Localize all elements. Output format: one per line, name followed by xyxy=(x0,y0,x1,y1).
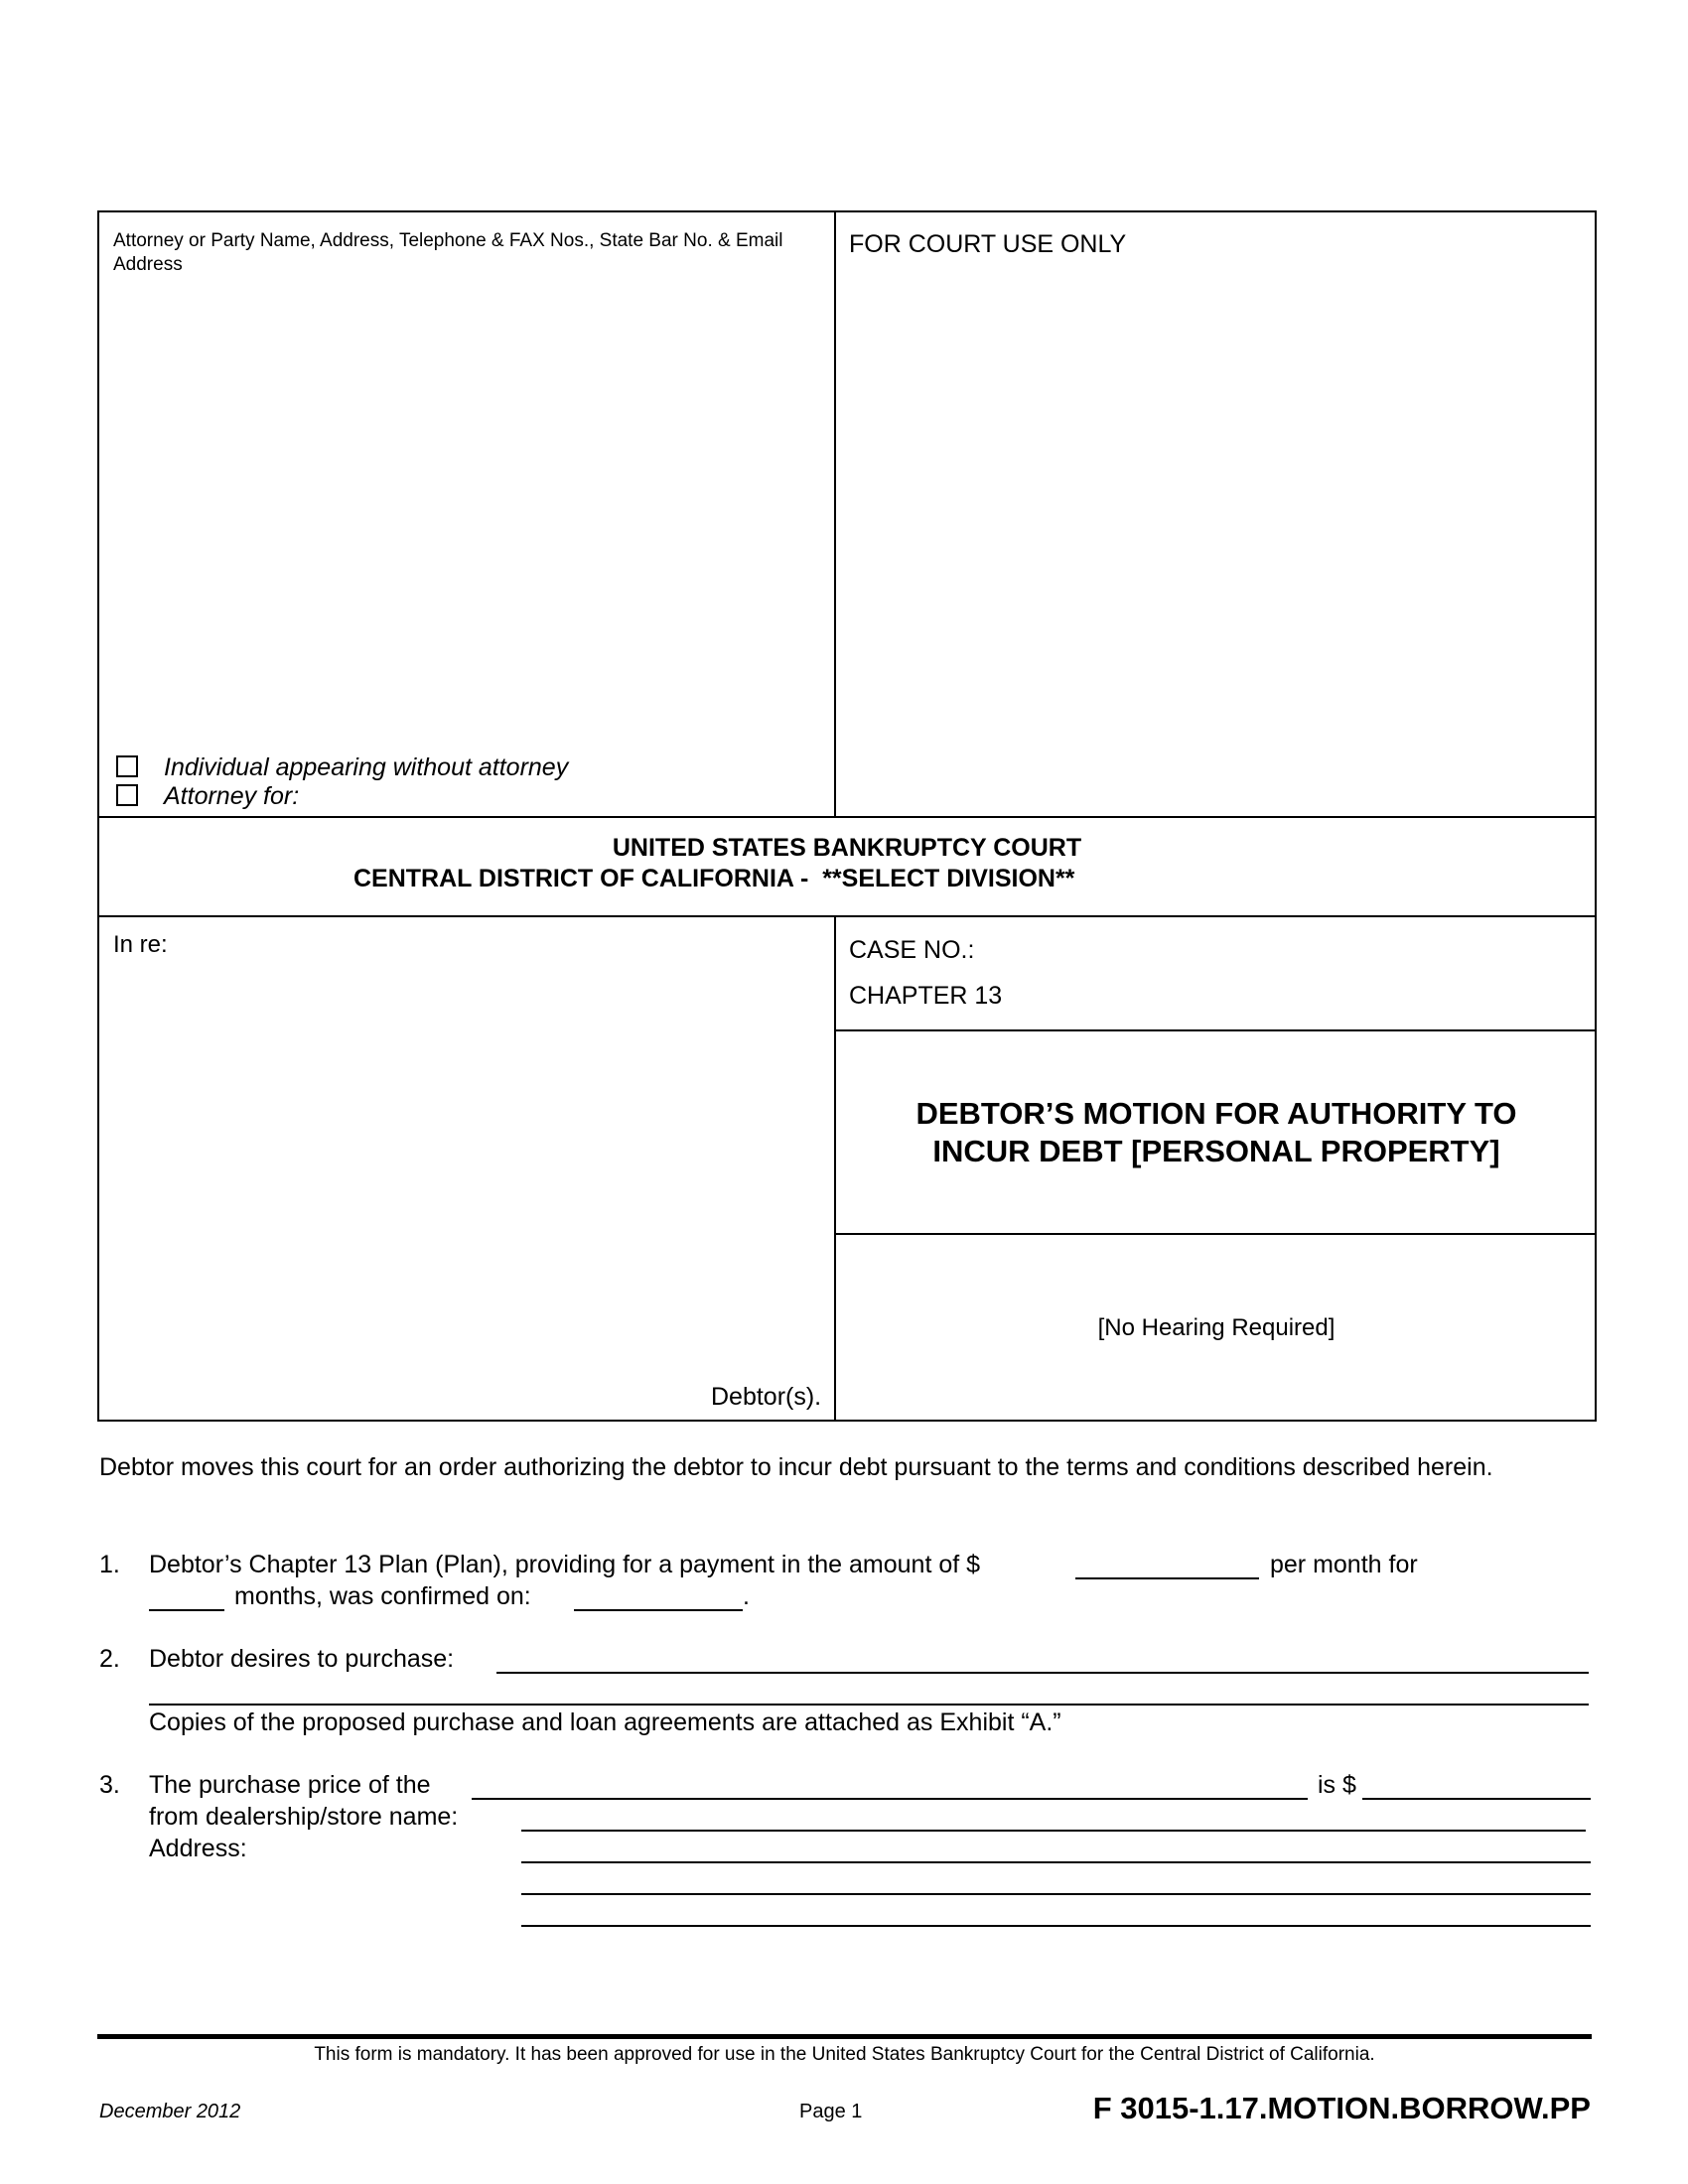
item3-text-a: The purchase price of the xyxy=(149,1771,431,1799)
divider-case-title xyxy=(834,1029,1597,1031)
in-re-label: In re: xyxy=(113,931,168,958)
court-name: UNITED STATES BANKRUPTCY COURT xyxy=(612,834,1082,862)
footer-date: December 2012 xyxy=(99,2101,241,2122)
document-title-line2: INCUR DEBT [PERSONAL PROPERTY] xyxy=(932,1134,1500,1168)
dealership-name-field[interactable] xyxy=(521,1830,1586,1832)
item1-text-d: . xyxy=(743,1582,750,1610)
individual-label: Individual appearing without attorney xyxy=(164,753,569,781)
address-field-2[interactable] xyxy=(521,1893,1591,1895)
case-no-label: CASE NO.: xyxy=(849,936,975,964)
chapter-label: CHAPTER 13 xyxy=(849,982,1003,1010)
address-field-3[interactable] xyxy=(521,1925,1591,1927)
purchase-item-field-2[interactable] xyxy=(149,1704,1589,1706)
intro-paragraph: Debtor moves this court for an order authorizing the debtor to incur debt pursuant to the terms and conditions described herein. xyxy=(99,1453,1493,1481)
plan-payment-field[interactable] xyxy=(1075,1577,1259,1579)
divider-court-bottom xyxy=(97,915,1597,917)
purchase-item-name-field[interactable] xyxy=(472,1798,1308,1800)
item1-text-a: Debtor’s Chapter 13 Plan (Plan), providing for a payment in the amount of $ xyxy=(149,1551,981,1578)
footer-form-id: F 3015-1.17.MOTION.BORROW.PP xyxy=(1092,2091,1591,2125)
court-district: CENTRAL DISTRICT OF CALIFORNIA - **SELECT DIVISION** xyxy=(353,865,1075,892)
item1-text-c: months, was confirmed on: xyxy=(234,1582,531,1610)
confirmation-date-field[interactable] xyxy=(574,1609,743,1611)
item2-text-b: Copies of the proposed purchase and loan agreements are attached as Exhibit “A.” xyxy=(149,1708,1061,1736)
purchase-item-field[interactable] xyxy=(496,1672,1589,1674)
attorney-for-label: Attorney for: xyxy=(164,782,300,810)
item3-text-d: Address: xyxy=(149,1835,247,1862)
debtors-label: Debtor(s). xyxy=(711,1383,822,1411)
item1-number: 1. xyxy=(99,1551,120,1578)
no-hearing-label: [No Hearing Required] xyxy=(1097,1314,1336,1341)
document-title-line1: DEBTOR’S MOTION FOR AUTHORITY TO xyxy=(915,1096,1517,1131)
divider-top-vertical xyxy=(834,210,836,818)
item3-text-b: is $ xyxy=(1318,1771,1356,1799)
item3-number: 3. xyxy=(99,1771,120,1799)
item2-text-a: Debtor desires to purchase: xyxy=(149,1645,455,1673)
address-field-1[interactable] xyxy=(521,1861,1591,1863)
divider-court-top xyxy=(97,816,1597,818)
item3-text-c: from dealership/store name: xyxy=(149,1803,459,1831)
footer-mandatory: This form is mandatory. It has been approved for use in the United States Bankruptcy Court for the Central District of California. xyxy=(314,2044,1375,2065)
individual-checkbox[interactable] xyxy=(116,755,138,777)
item2-number: 2. xyxy=(99,1645,120,1673)
plan-months-field[interactable] xyxy=(149,1609,224,1611)
divider-title-hearing xyxy=(834,1233,1597,1235)
attorney-checkbox[interactable] xyxy=(116,784,138,806)
footer-page: Page 1 xyxy=(799,2101,863,2122)
footer-rule xyxy=(97,2034,1592,2039)
court-use-label: FOR COURT USE ONLY xyxy=(849,230,1127,258)
purchase-price-field[interactable] xyxy=(1362,1798,1591,1800)
attorney-label: Attorney or Party Name, Address, Telephone & FAX Nos., State Bar No. & Email Address xyxy=(113,230,783,275)
item1-text-b: per month for xyxy=(1270,1551,1418,1578)
